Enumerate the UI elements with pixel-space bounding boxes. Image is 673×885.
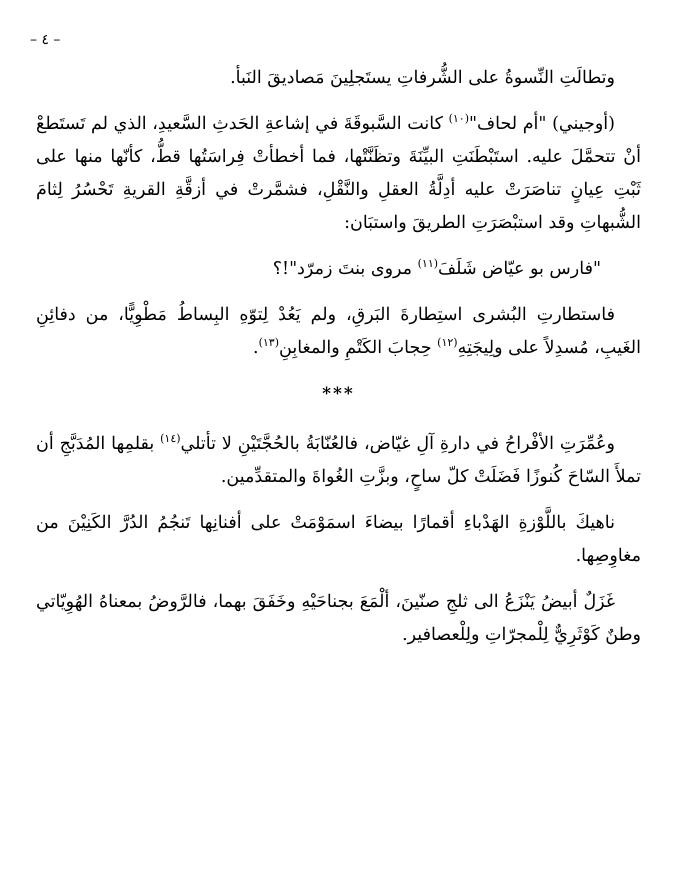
- paragraph: [36, 586, 641, 652]
- footnote-marker: (١٤): [160, 432, 181, 446]
- paragraph-text: "فارس بو عيّاض شَلَفَ: [438, 259, 601, 279]
- footnote-marker: (١٢): [437, 336, 458, 350]
- paragraph-text: غَزَلٌ أبيضُ يَنْزَعُ الى ثلجِ صنّينَ، ألْمَعَ بجناحَيْهِ وخَفَقَ بهما، فالرَّوضُ بمعناهُ الهُوِيّاتي وطنٌ كَوْثَرِيٌّ لِلْمجرّاتِ ولِلْعصافير.: [36, 592, 641, 645]
- footnote-marker: (١٠): [448, 112, 469, 126]
- paragraph: [36, 108, 641, 240]
- page-body: [36, 62, 641, 665]
- section-separator: ***: [322, 384, 355, 404]
- paragraph-text: مروى بنتَ زمرّد"!؟: [272, 259, 418, 279]
- paragraph: [36, 428, 641, 494]
- section-before-separator: [36, 62, 641, 365]
- paragraph: [36, 299, 641, 365]
- paragraph-text: كانت السَّبوقَةَ في إشاعةِ الحَدثِ السَّعيدِ، الذي لم تَستَطعْ أنْ تتحمَّلَ عليه. استَبْطَنَتِ البيِّنَةَ وتظَنَّتْها، فما أخطأتْ فِراسَتُها قطُّ، كأنّها منها على ثَبْتِ عِيانٍ تناصَرَتْ عليه أدِلَّةُ العقلِ والنَّقْلِ، فشمَّرتْ في أزقَّةِ القريةِ تَحْسُرُ لِثامَ الشُّبهاتِ وقد استبْصَرَتِ الطريقَ واستبَان:: [36, 114, 641, 233]
- page-number: – ٤ –: [30, 32, 61, 48]
- paragraph-text: .: [253, 338, 259, 358]
- paragraph: [36, 62, 641, 95]
- paragraph-text: وتطالَتِ النِّسوةُ على الشُّرفاتِ يستَجلِينَ مَصاديقَ النَبأ.: [230, 68, 615, 88]
- paragraph-text: وعُمِّرَتِ الأفْراحُ في دارةِ آلِ غيّاض، فالعُنّابَةُ بالحُجَّتَيْنِ لا تأتلي: [180, 434, 615, 454]
- paragraph: [36, 507, 641, 573]
- section-after-separator: [36, 428, 641, 652]
- paragraph-text: بقلمِها المُدَبَّجِ أن تملأَ السّاحَ كُنوزًا فَضَلَتْ كلّ ساحٍ، وبزَّتِ الغُواةَ والمتقدِّمين.: [36, 434, 641, 487]
- paragraph-text: حِجابَ الكَتْمِ والمغابِنِ: [279, 338, 438, 358]
- paragraph-text: ناهيكَ باللَّوْزةِ الهَدْباءِ أقمارًا بيضاءَ اسمَوْمَتْ على أفنانِها تَنجُمُ الدُرَّ الكَنِيْنَ من مغاوِصِها.: [36, 513, 641, 566]
- footnote-marker: (١٣): [258, 336, 280, 350]
- footnote-marker: (١١): [417, 257, 439, 271]
- paragraph: [36, 253, 641, 286]
- paragraph-text: (أوجيني) "أم لحاف": [468, 114, 615, 134]
- paragraph-text: فاستطارتِ البُشرى استِطارةَ البَرقِ، ولم يَعُدْ لِتوّهِ البِساطُ مَطْوِيًّا، من دفائِنِ الغَيبِ، مُسدِلاً على ولِيجَتِهِ: [36, 305, 641, 358]
